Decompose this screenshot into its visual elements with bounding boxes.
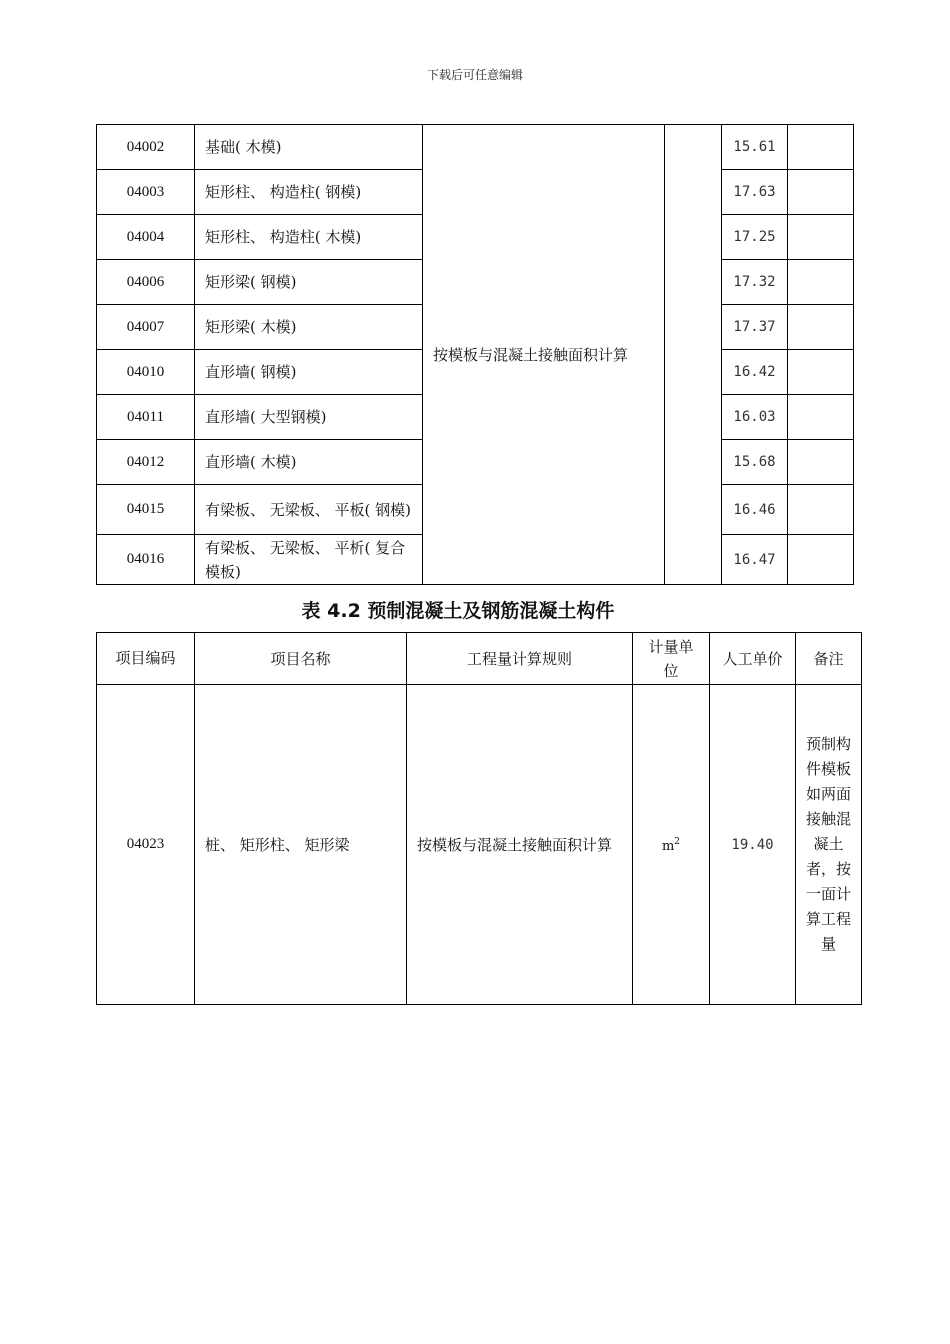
- row-name: 直形墙( 大型钢模): [195, 395, 423, 440]
- row-price: 16.47: [722, 535, 788, 585]
- header-note: 备注: [796, 633, 862, 685]
- row-note: 预制构件模板如两面接触混凝土者，按一面计算工程量: [796, 685, 862, 1005]
- row-price: 15.68: [722, 440, 788, 485]
- row-unit: [633, 685, 710, 1005]
- row-note: [788, 125, 854, 170]
- row-code: 04002: [97, 125, 195, 170]
- row-code: 04011: [97, 395, 195, 440]
- row-code: 04006: [97, 260, 195, 305]
- row-price: 17.25: [722, 215, 788, 260]
- header-price: 人工单价: [710, 633, 796, 685]
- row-code: 04010: [97, 350, 195, 395]
- row-name: 直形墙( 木模): [195, 440, 423, 485]
- row-name: 基础( 木模): [195, 125, 423, 170]
- header-name: 项目名称: [195, 633, 407, 685]
- header-rule: 工程量计算规则: [407, 633, 633, 685]
- row-code: 04023: [97, 685, 195, 1005]
- row-name: 矩形梁( 木模): [195, 305, 423, 350]
- table-caption: 表 4.2 预制混凝土及钢筋混凝土构件: [301, 600, 615, 622]
- row-price: 17.63: [722, 170, 788, 215]
- unit-superscript: 2: [674, 836, 681, 847]
- row-name: 矩形柱、 构造柱( 木模): [195, 215, 423, 260]
- row-name: 直形墙( 钢模): [195, 350, 423, 395]
- row-code: 04007: [97, 305, 195, 350]
- precast-table: [96, 632, 862, 1005]
- table-header-row: [97, 633, 862, 685]
- row-price: 16.42: [722, 350, 788, 395]
- table-row: [97, 685, 862, 1005]
- row-code: 04016: [97, 535, 195, 585]
- row-note: [788, 260, 854, 305]
- row-note: [788, 440, 854, 485]
- row-price: 16.46: [722, 485, 788, 535]
- row-name: 有梁板、 无梁板、 平析( 复合模板): [195, 535, 423, 585]
- row-rule: 按模板与混凝土接触面积计算: [407, 685, 633, 1005]
- row-note: [788, 305, 854, 350]
- header-code: 项目编码: [97, 633, 195, 685]
- row-note: [788, 215, 854, 260]
- row-price: 17.32: [722, 260, 788, 305]
- row-name: 矩形柱、 构造柱( 钢模): [195, 170, 423, 215]
- row-rule: 按模板与混凝土接触面积计算: [423, 125, 665, 585]
- row-note: [788, 485, 854, 535]
- row-price: 17.37: [722, 305, 788, 350]
- row-code: 04004: [97, 215, 195, 260]
- row-price: 15.61: [722, 125, 788, 170]
- row-name: 桩、 矩形柱、 矩形梁: [195, 685, 407, 1005]
- row-note: [788, 350, 854, 395]
- header-unit: 计量单位: [633, 633, 710, 685]
- row-note: [788, 395, 854, 440]
- row-code: 04015: [97, 485, 195, 535]
- row-unit: [665, 125, 722, 585]
- row-price: 16.03: [722, 395, 788, 440]
- row-note: [788, 170, 854, 215]
- row-code: 04003: [97, 170, 195, 215]
- unit-base: m: [661, 838, 675, 854]
- page-header: 下载后可任意编辑: [426, 68, 523, 82]
- formwork-table: [96, 124, 854, 585]
- row-name: 有梁板、 无梁板、 平板( 钢模): [195, 485, 423, 535]
- row-name: 矩形梁( 钢模): [195, 260, 423, 305]
- row-code: 04012: [97, 440, 195, 485]
- row-note: [788, 535, 854, 585]
- row-price: 19.40: [710, 685, 796, 1005]
- table-row: [97, 125, 854, 170]
